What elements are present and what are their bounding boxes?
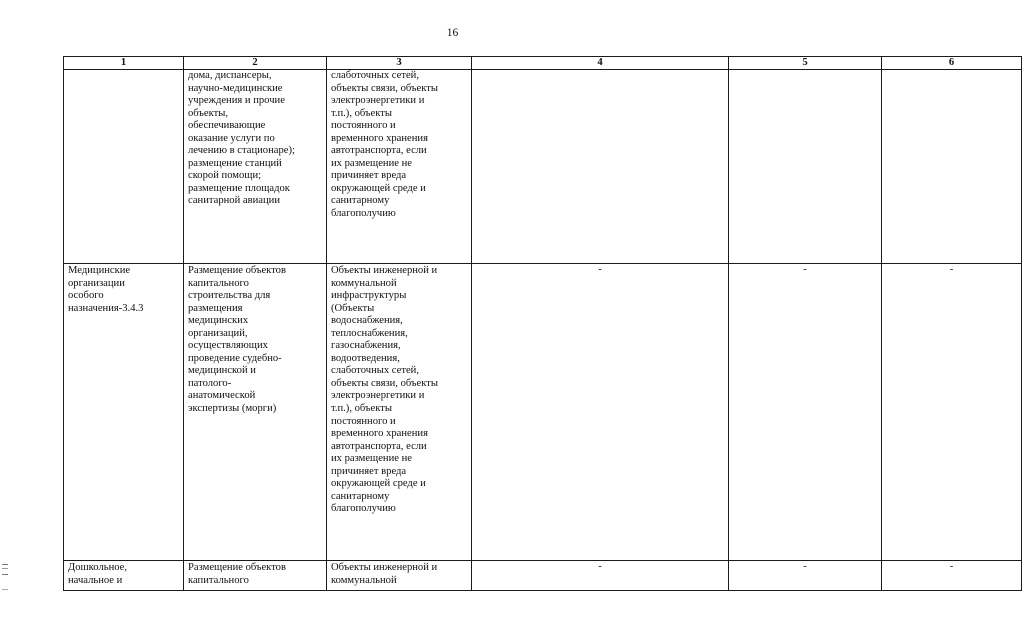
table-cell-description: дома, диспансеры, научно-медицинские учреждения и прочие объекты, обеспечивающие оказание услуги по лечению в стационаре); размещение станций скорой помощи; размещение площадок санитарной авиации: [184, 70, 327, 264]
table-cell-col5: -: [729, 561, 882, 591]
table-cell-auxiliary-objects: Объекты инженерной и коммунальной: [327, 561, 472, 591]
column-header-4: 4: [472, 57, 729, 70]
table-cell-col6: -: [882, 561, 1022, 591]
column-header-2: 2: [184, 57, 327, 70]
column-header-1: 1: [64, 57, 184, 70]
table-cell-auxiliary-objects: слаботочных сетей, объекты связи, объекты электроэнергетики и т.п.), объекты постоянного и временного хранения автотранспорта, если их размещение не причиняет вреда окружающей среде и санитарному благополучию: [327, 70, 472, 264]
table-cell-description: Размещение объектов капитального строительства для размещения медицинских организаций, осуществляющих проведение судебно- медицинской и патолого- анатомической экспертизы (морги): [184, 264, 327, 561]
table-cell-col5: -: [729, 264, 882, 561]
header-row: [64, 57, 1022, 70]
table-cell-auxiliary-objects: Объекты инженерной и коммунальной инфраструктуры (Объекты водоснабжения, теплоснабжения, газоснабжения, водоотведения, слаботочных сетей, объекты связи, объекты электроэнергетики и т.п.), объекты постоянного и временного хранения автотранспорта, если их размещение не причиняет вреда окружающей среде и санитарному благополучию: [327, 264, 472, 561]
scan-margin-mark: [2, 564, 8, 575]
column-header-3: 3: [327, 57, 472, 70]
page-number: 16: [446, 27, 459, 39]
table-cell-description: Размещение объектов капитального: [184, 561, 327, 591]
table-row: [64, 561, 1022, 591]
table-cell-col4: -: [472, 264, 729, 561]
table-cell-use-type: Медицинские организации особого назначения-3.4.3: [64, 264, 184, 561]
table-cell-use-type: Дошкольное, начальное и: [64, 561, 184, 591]
table-cell-col6: -: [882, 264, 1022, 561]
table-cell-use-type: [64, 70, 184, 264]
table-row: [64, 70, 1022, 264]
table-cell-col6: [882, 70, 1022, 264]
table-row: [64, 264, 1022, 561]
scan-margin-line: [2, 589, 8, 590]
table-cell-col4: [472, 70, 729, 264]
column-header-6: 6: [882, 57, 1022, 70]
column-header-5: 5: [729, 57, 882, 70]
zoning-table: [63, 56, 1022, 591]
table-cell-col4: -: [472, 561, 729, 591]
table-cell-col5: [729, 70, 882, 264]
